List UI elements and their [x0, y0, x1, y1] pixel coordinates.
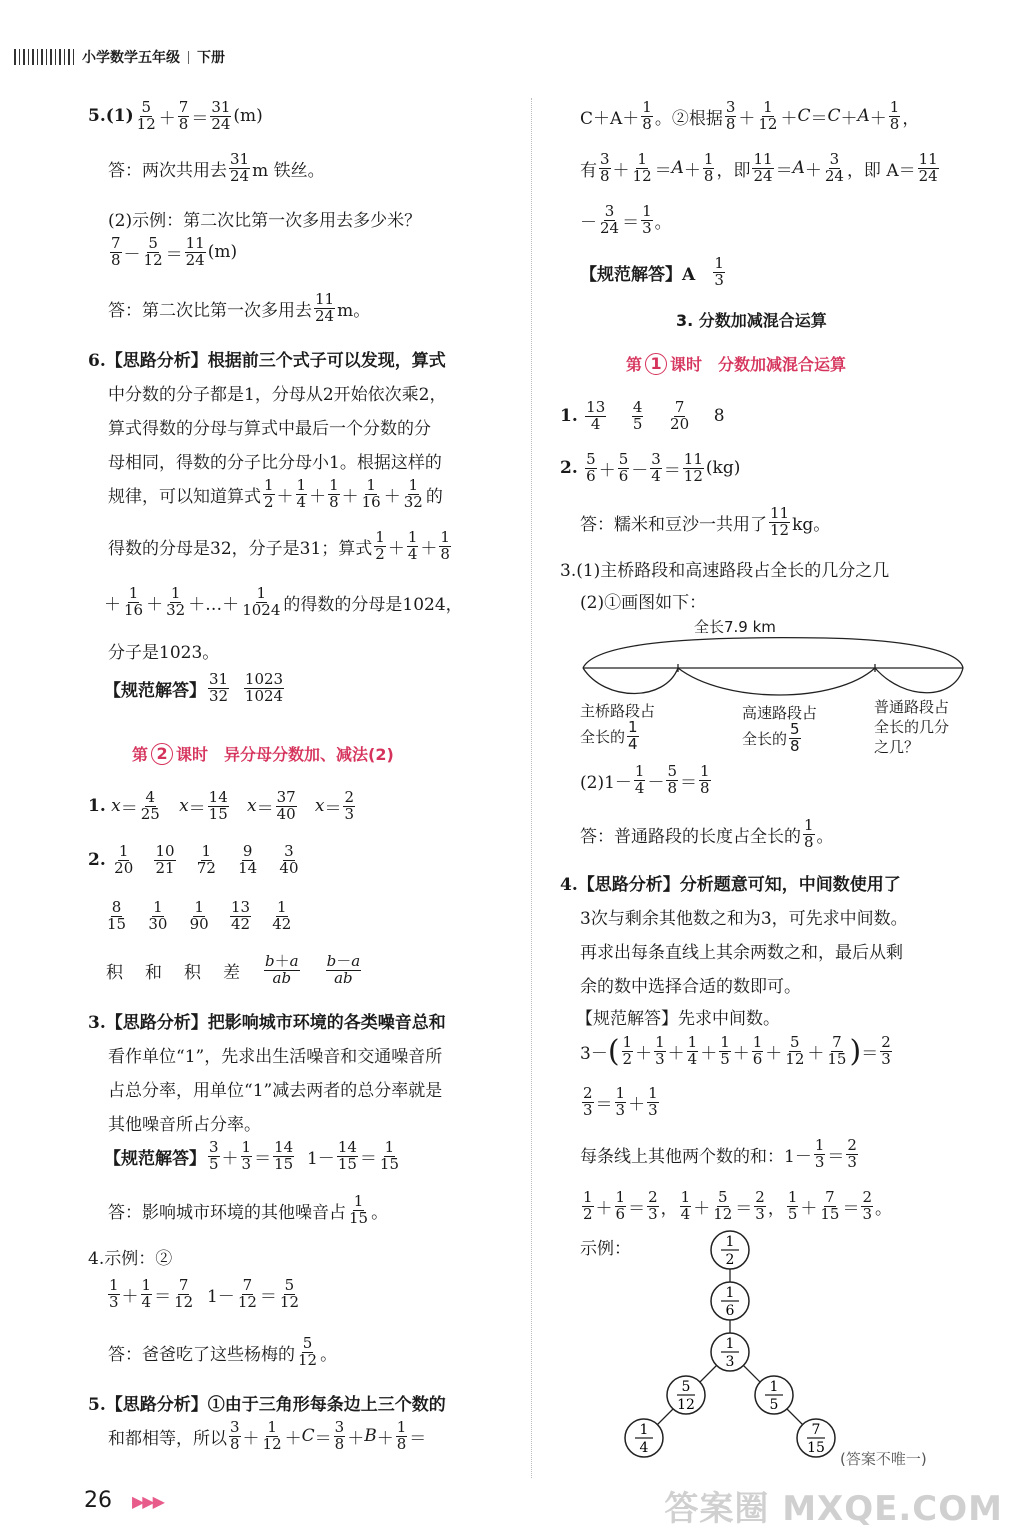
number-tree-diagram	[620, 1228, 840, 1468]
svg-text:5: 5	[681, 1379, 691, 1395]
lesson-1-title	[626, 352, 846, 375]
seg1-label-b: 全长的 1 4	[580, 718, 638, 753]
word-4: 差	[223, 962, 240, 983]
watermark: 答案圈 MXQE.COM	[664, 1489, 1003, 1529]
l2-q5-line1: 5.【思路分析】①由于三角形每条边上三个数的	[88, 1395, 446, 1415]
book-title: 小学数学五年级	[82, 50, 180, 66]
q6-std-label: 【规范解答】	[104, 680, 206, 701]
q6-line7-tail: 的得数的分母是1024，	[283, 594, 463, 615]
tree-node	[625, 1419, 663, 1457]
answer-note: (答案不唯一)	[840, 1450, 927, 1468]
l2-q5-line2: 和都相等，所以 3 8 ＋ 1 12 ＋ C ＝ 3 8 ＋ B ＋ 1 8 ＝	[108, 1418, 427, 1453]
seg3-label-c: 之几？	[874, 738, 920, 756]
svg-text:3: 3	[725, 1354, 735, 1370]
svg-text:4: 4	[639, 1440, 649, 1456]
l2-q2-label: 2.	[88, 850, 106, 871]
lesson-1-number: 1	[645, 353, 667, 375]
q6-line6: 得数的分母是32，分子是31；算式 1 2 ＋ 1 4 ＋ 1 8	[108, 528, 450, 563]
header-divider	[188, 51, 189, 64]
lesson-2-number: 2	[151, 743, 173, 765]
r-line2-text: 有	[580, 160, 597, 181]
q6-line8: 分子是1023。	[108, 643, 220, 663]
q5-answer1-text: 答：两次共用去	[108, 160, 227, 181]
q5-part2: (2)示例：第二次比第一次多用去多少米？	[108, 211, 422, 231]
q6-line7: ＋ 1 16 ＋ 1 32 ＋…＋ 1 1024 的得数的分母是1024，	[104, 584, 463, 619]
q5-answer1: 答：两次共用去 31 24 m 铁丝。	[108, 150, 325, 185]
q6-line4: 母相同，得数的分子比分母小1。根据这样的	[108, 453, 442, 473]
l2-q1: 1. x ＝ 4 25 x ＝ 14 15 x ＝ 37 40 x ＝ 2 3	[88, 788, 355, 823]
svg-text:7: 7	[811, 1422, 821, 1438]
seg1-label-b-text: 全长的	[580, 727, 626, 746]
r-line2: 有 3 8 ＋ 1 12 ＝ A ＋ 1 8 ，即 11 24 ＝ A ＋ 3 24 ，即 A＝ 11 24	[580, 150, 938, 185]
r-q2-answer-tail: kg。	[792, 514, 831, 535]
section-3-title: 3. 分数加减混合运算	[676, 311, 827, 330]
q6-line6-text: 得数的分母是32，分子是31；算式	[108, 538, 373, 559]
l2-q4-answer-text: 答：爸爸吃了这些杨梅的	[108, 1344, 295, 1365]
l2-q3-line3: 占总分率，用单位“1”减去两者的总分率就是	[108, 1081, 443, 1101]
tree-node	[711, 1333, 749, 1371]
q6-line5-tail: 的	[425, 486, 443, 507]
q5-part2-calc: 7 8 － 5 12 ＝ 11 24 (m)	[111, 234, 238, 269]
seg2-label-b-text: 全长的	[742, 729, 788, 748]
q6-line5: 规律，可以知道算式 1 2 ＋ 1 4 ＋ 1 8 ＋ 1 16 ＋ 1 32 的	[108, 476, 443, 511]
q6-line5-text: 规律，可以知道算式	[108, 486, 261, 507]
page-number: 26	[84, 1488, 112, 1513]
r-q2-answer-text: 答：糯米和豆沙一共用了	[580, 514, 767, 535]
lesson-2-title	[132, 742, 394, 765]
r-q4-pairs: 1 2 ＋ 1 6 ＝ 2 3 ， 1 4 ＋ 5 12 ＝ 2 3 ， 1 5 ＋ 7 15 ＝ 2 3 。	[583, 1188, 893, 1223]
seg2-label-b: 全长的 5 8	[742, 720, 800, 755]
lesson-2-name: 课时 异分母分数加、减法(2)	[176, 745, 394, 764]
r-q4-standard: 【规范解答】先求中间数。	[576, 1009, 780, 1029]
l2-q3-line4: 其他噪音所占分率。	[108, 1115, 261, 1135]
l2-q5-line2-text: 和都相等，所以	[108, 1428, 227, 1449]
tree-node	[797, 1419, 835, 1457]
r-standard: 【规范解答】A 1 3	[580, 254, 724, 289]
r-q2-answer: 答：糯米和豆沙一共用了 11 12 kg。	[580, 504, 831, 539]
r-line1: C＋A＋ 1 8 。②根据 3 8 ＋ 1 12 ＋ C ＝ C ＋ A ＋ 1 8 ，	[580, 98, 920, 133]
r-q4-line1: 4.【思路分析】分析题意可知，中间数使用了	[560, 875, 901, 895]
r-q4-calc2: 2 3 ＝ 1 3 ＋ 1 3	[583, 1084, 658, 1119]
r-q3-calc-text: (2)1－	[580, 772, 632, 793]
r-q4-example: 示例：	[580, 1239, 631, 1259]
book-volume: 下册	[197, 50, 225, 66]
l2-q3-answer-text: 答：影响城市环境的其他噪音占	[108, 1202, 346, 1223]
word-1: 积	[106, 962, 123, 983]
r-line1-mid: 。②根据	[654, 108, 723, 129]
r-q4-line2: 3次与剩余其他数之和为3，可先求中间数。	[580, 909, 908, 929]
column-divider	[531, 98, 532, 1478]
l2-q3-std-label: 【规范解答】	[104, 1148, 206, 1169]
l2-q4-answer: 答：爸爸吃了这些杨梅的 5 12 。	[108, 1334, 338, 1369]
word-3: 积	[184, 962, 201, 983]
l2-q1-label: 1.	[88, 796, 106, 817]
q5-label: 5.(1)	[88, 106, 134, 127]
r-q3-part1: 3.(1)主桥路段和高速路段占全长的几分之几	[560, 561, 890, 581]
r-line2-mid: ，即	[716, 160, 751, 181]
q5-answer2-text: 答：第二次比第一次多用去	[108, 300, 312, 321]
q5-answer2: 答：第二次比第一次多用去 11 24 m。	[108, 290, 371, 325]
seg1-label-a: 主桥路段占	[580, 702, 656, 720]
q6-standard-answer: 【规范解答】 31 32 1023 1024	[104, 670, 284, 705]
svg-text:2: 2	[725, 1252, 735, 1268]
svg-text:1: 1	[639, 1422, 649, 1438]
q6-line1: 6.【思路分析】根据前三个式子可以发现，算式	[88, 351, 446, 371]
l2-q3-answer: 答：影响城市环境的其他噪音占 1 15 。	[108, 1192, 389, 1227]
tree-node	[711, 1282, 749, 1320]
lesson-2-pre: 第	[132, 745, 149, 764]
l2-q3-line1: 3.【思路分析】把影响城市环境的各类噪音总和	[88, 1013, 446, 1033]
word-2: 和	[145, 962, 162, 983]
svg-text:12: 12	[677, 1397, 695, 1413]
r-q2: 2. 5 6 ＋ 5 6 － 3 4 ＝ 11 12 (kg)	[560, 450, 741, 485]
r-line1-text: C＋A＋	[580, 108, 640, 129]
svg-text:1: 1	[725, 1336, 735, 1352]
q5-answer1-tail: m 铁丝。	[252, 160, 325, 181]
svg-text:5: 5	[769, 1397, 779, 1413]
r-q1: 1. 13 4 4 5 7 20 8	[560, 398, 725, 433]
tree-node	[755, 1376, 793, 1414]
q5-answer2-tail: m。	[337, 300, 371, 321]
r-q2-label: 2.	[560, 458, 578, 479]
q6-line2: 中分数的分子都是1，分母从2开始依次乘2，	[108, 385, 447, 405]
r-q1-tail: 8	[713, 406, 725, 427]
svg-text:1: 1	[725, 1234, 735, 1250]
tree-node	[711, 1231, 749, 1269]
header-bars-decoration	[14, 49, 74, 65]
q5-part1: 5.(1) 5 12 ＋ 7 8 ＝ 31 24 (m)	[88, 98, 263, 133]
l2-q3-standard: 【规范解答】 3 5 ＋ 1 3 ＝ 14 15 1－ 14 15 ＝ 1 15	[104, 1138, 399, 1173]
seg3-label-a: 普通路段占	[874, 698, 950, 716]
l2-q2-row3: 积 和 积 差 b＋a ab b－a ab	[106, 952, 361, 987]
tree-node	[667, 1376, 705, 1414]
r-q4-line3: 再求出每条直线上其余两数之和，最后从剩	[580, 943, 903, 963]
l2-q4: 4.示例：②	[88, 1249, 173, 1269]
q6-line3: 算式得数的分母与算式中最后一个分数的分	[108, 419, 431, 439]
seg2-label-a: 高速路段占	[742, 704, 818, 722]
svg-text:1: 1	[725, 1285, 735, 1301]
r-std-label: 【规范解答】A	[580, 264, 696, 285]
svg-text:1: 1	[769, 1379, 779, 1395]
r-q1-label: 1.	[560, 406, 578, 427]
r-q4-sum: 每条线上其他两个数的和：1－ 1 3 ＝ 2 3	[580, 1136, 857, 1171]
lesson-1-name: 课时 分数加减混合运算	[670, 355, 847, 374]
l2-q2-row2: 8 15 1 30 1 90 13 42 1 42	[107, 898, 292, 933]
seg3-label-b: 全长的几分	[874, 718, 950, 736]
page-arrows-decoration: ▶▶▶	[132, 1492, 163, 1511]
r-q3-calc: (2)1－ 1 4 － 5 8 ＝ 1 8	[580, 762, 710, 797]
r-q2-unit: (kg)	[705, 458, 741, 479]
r-q4-calc1: 3－ ( 1 2 ＋ 1 3 ＋ 1 4 ＋ 1 5 ＋ 1 6 ＋ 5 12 ＋ 7 15 ) ＝ 2 3	[580, 1033, 891, 1069]
l2-q2-row1: 2. 1 20 10 21 1 72 9 14 3 40	[88, 842, 299, 877]
page-header	[14, 44, 225, 70]
diagram-total-label: 全长7.9 km	[694, 618, 776, 636]
l2-q4-calc: 1 3 ＋ 1 4 ＝ 7 12 1－ 7 12 ＝ 5 12	[109, 1276, 299, 1311]
svg-text:15: 15	[807, 1440, 825, 1456]
r-line2-tail: ，即 A＝	[846, 160, 916, 181]
r-q3-part2: (2)①画图如下：	[580, 593, 707, 613]
lesson-1-pre: 第	[626, 355, 643, 374]
r-q3-answer-text: 答：普通路段的长度占全长的	[580, 826, 801, 847]
svg-text:6: 6	[725, 1303, 735, 1319]
r-q4-sum-text: 每条线上其他两个数的和：1－	[580, 1146, 812, 1167]
r-q3-answer: 答：普通路段的长度占全长的 1 8 。	[580, 816, 834, 851]
r-q4-line4: 余的数中选择合适的数即可。	[580, 977, 801, 997]
r-line3: － 3 24 ＝ 1 3 。	[580, 202, 672, 237]
l2-q3-line2: 看作单位“1”，先求出生活噪音和交通噪音所	[108, 1047, 443, 1067]
